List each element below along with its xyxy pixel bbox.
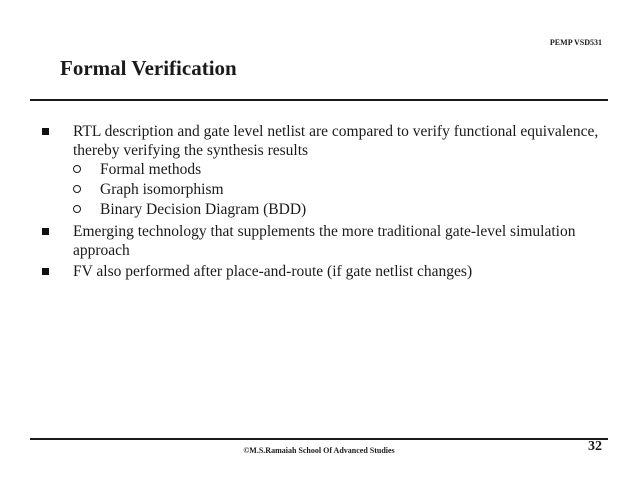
- sub-bullet-text: Formal methods: [100, 161, 202, 178]
- circle-bullet-icon: [73, 200, 100, 220]
- bullet-item: [42, 262, 602, 281]
- sub-bullet-item: [42, 180, 602, 200]
- footer-copyright: ©M.S.Ramaiah School Of Advanced Studies: [243, 446, 395, 455]
- bullet-text: FV also performed after place-and-route (if gate netlist changes): [73, 263, 473, 280]
- square-bullet-icon: [42, 222, 73, 241]
- title-divider: [30, 99, 608, 101]
- sub-bullet-item: [42, 200, 602, 220]
- course-code: PEMP VSD531: [549, 38, 602, 47]
- sub-bullet-text: Graph isomorphism: [100, 181, 224, 198]
- footer-divider: [30, 438, 608, 440]
- square-bullet-icon: [42, 122, 73, 141]
- bullet-item: [42, 222, 602, 260]
- bullet-item: [42, 122, 602, 160]
- square-bullet-icon: [42, 262, 73, 281]
- slide-title: Formal Verification: [60, 56, 237, 80]
- circle-bullet-icon: [73, 160, 100, 180]
- bullet-text: Emerging technology that supplements the more traditional gate-level simulation approach: [73, 223, 576, 259]
- sub-bullet-item: [42, 160, 602, 180]
- page-number: 32: [588, 439, 602, 454]
- sub-bullet-text: Binary Decision Diagram (BDD): [100, 201, 307, 218]
- slide-body: [42, 122, 602, 281]
- bullet-text: RTL description and gate level netlist are compared to verify functional equivalence, thereby verifying the synthesis results: [73, 123, 599, 159]
- circle-bullet-icon: [73, 180, 100, 200]
